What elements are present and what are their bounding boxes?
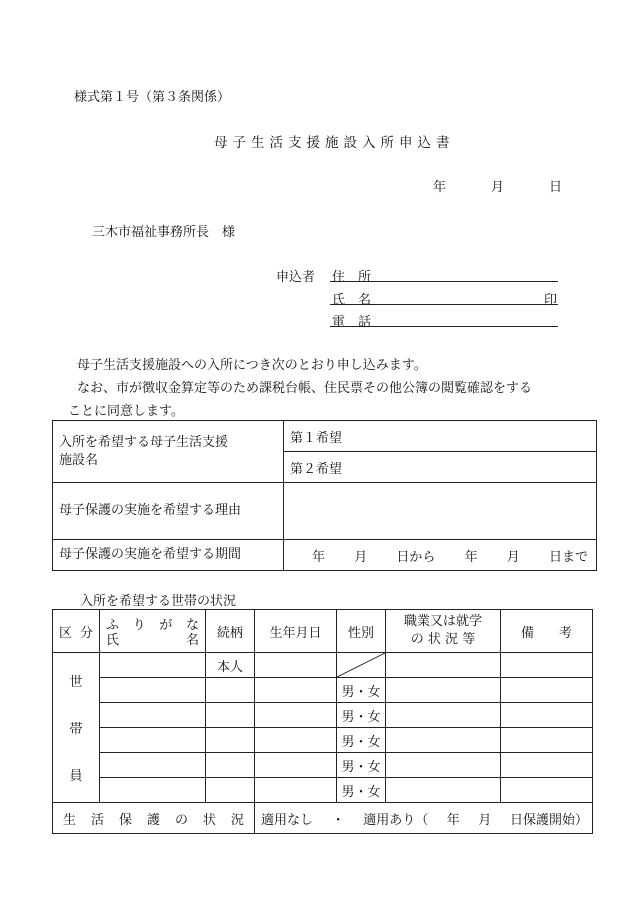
remarks-cell[interactable]	[501, 703, 593, 728]
choice-2-cell[interactable]	[284, 452, 597, 483]
header-kubun-char1: 区	[59, 625, 73, 641]
relation-cell[interactable]	[206, 678, 255, 703]
period-month-start: 月	[354, 549, 368, 565]
job-cell[interactable]	[386, 728, 501, 753]
header-furigana-3: が	[159, 618, 173, 633]
name-cell[interactable]	[100, 778, 206, 803]
welfare-none-option[interactable]: 適用なし	[261, 812, 314, 828]
birth-cell[interactable]	[255, 653, 337, 678]
diagonal-slash-icon	[337, 653, 385, 677]
remarks-cell[interactable]	[501, 778, 593, 803]
name-cell[interactable]	[100, 703, 206, 728]
members-char-3: 員	[69, 768, 83, 784]
period-label: 母子保護の実施を希望する期間	[59, 547, 242, 562]
body-line-2: なお、市が徴収金算定等のため課税台帳、住民票その他公簿の閲覧確認をする	[77, 381, 533, 396]
header-name	[100, 610, 206, 653]
facility-label-line1: 入所を希望する母子生活支援	[59, 434, 229, 450]
header-shimei-2: 名	[185, 633, 199, 648]
header-furigana-4: な	[185, 618, 199, 633]
welfare-label-char4: 護	[146, 812, 160, 828]
gender-option[interactable]: 男・女	[337, 703, 386, 728]
welfare-separator: ・	[331, 812, 345, 828]
relation-cell[interactable]	[206, 778, 255, 803]
header-gender: 性別	[337, 610, 386, 653]
welfare-label-cell	[53, 803, 255, 834]
household-table	[52, 609, 593, 834]
header-remarks-char2: 考	[558, 625, 572, 641]
addressee: 三木市福祉事務所長 様	[92, 225, 236, 240]
choice-2-label: 第２希望	[290, 461, 343, 477]
table-row	[53, 653, 593, 678]
body-line-3: ことに同意します。	[68, 404, 184, 419]
relation-cell[interactable]	[206, 728, 255, 753]
welfare-start: 日保護開始）	[509, 812, 588, 828]
welfare-label-char5: の	[174, 812, 188, 828]
choice-1-cell[interactable]	[284, 421, 597, 452]
remarks-cell[interactable]	[501, 678, 593, 703]
header-job	[386, 610, 501, 653]
name-cell[interactable]	[100, 728, 206, 753]
choice-1-label: 第１希望	[290, 430, 343, 446]
document-title: 母子生活支援施設入所申込書	[214, 135, 455, 151]
table-row	[53, 703, 593, 728]
job-cell[interactable]	[386, 753, 501, 778]
relation-cell[interactable]	[206, 703, 255, 728]
name-cell[interactable]	[100, 653, 206, 678]
birth-cell[interactable]	[255, 753, 337, 778]
members-char-1: 世	[69, 675, 83, 691]
header-furigana-2: り	[132, 618, 146, 633]
table-row	[53, 728, 593, 753]
welfare-label-char1: 生	[63, 812, 77, 828]
welfare-label-char3: 保	[118, 812, 132, 828]
household-caption: 入所を希望する世帯の状況	[80, 594, 237, 609]
name-label: 氏 名	[332, 293, 372, 308]
job-cell[interactable]	[386, 703, 501, 728]
birth-cell[interactable]	[255, 678, 337, 703]
date-day: 日	[549, 180, 563, 195]
job-cell[interactable]	[386, 778, 501, 803]
remarks-cell[interactable]	[501, 753, 593, 778]
header-job-line1: 職業又は就学	[403, 614, 482, 629]
phone-line[interactable]	[330, 326, 558, 327]
header-shimei-1: 氏	[106, 633, 120, 648]
gender-option[interactable]: 男・女	[337, 753, 386, 778]
members-char-2: 帯	[69, 721, 83, 737]
period-day-start: 日から	[396, 549, 436, 565]
facility-label-cell	[53, 421, 284, 483]
table-row	[53, 778, 593, 803]
body-line-1: 母子生活支援施設への入所につき次のとおり申し込みます。	[77, 358, 427, 373]
header-kubun-char2: 分	[79, 625, 93, 641]
welfare-label-char7: 況	[230, 812, 244, 828]
name-line[interactable]	[330, 304, 558, 305]
application-table	[52, 420, 597, 571]
table-row	[53, 678, 593, 703]
header-remarks	[501, 610, 593, 653]
welfare-status-cell[interactable]	[255, 803, 593, 834]
header-relation: 続柄	[206, 610, 255, 653]
name-cell[interactable]	[100, 678, 206, 703]
form-number: 様式第１号（第３条関係）	[74, 90, 231, 105]
date-year: 年	[433, 180, 447, 195]
header-remarks-char1: 備	[521, 625, 535, 641]
period-month-end: 月	[506, 549, 520, 565]
reason-input-cell[interactable]	[284, 483, 597, 540]
relation-self: 本人	[206, 653, 255, 678]
welfare-applied-option[interactable]: 適用あり（	[363, 812, 429, 828]
date-month: 月	[491, 180, 505, 195]
welfare-year: 年	[446, 812, 460, 828]
welfare-label-char6: 状	[202, 812, 216, 828]
reason-label: 母子保護の実施を希望する理由	[59, 503, 242, 518]
gender-option[interactable]: 男・女	[337, 778, 386, 803]
period-year-start: 年	[312, 549, 326, 565]
birth-cell[interactable]	[255, 778, 337, 803]
remarks-cell[interactable]	[501, 653, 593, 678]
welfare-month: 月	[478, 812, 492, 828]
address-line[interactable]	[330, 281, 558, 282]
relation-cell[interactable]	[206, 753, 255, 778]
seal-mark: 印	[544, 293, 558, 308]
gender-option[interactable]: 男・女	[337, 678, 386, 703]
address-label: 住 所	[332, 270, 372, 285]
period-label-cell	[53, 540, 284, 571]
phone-label: 電 話	[332, 315, 372, 330]
header-job-line2: の 状 況 等	[410, 632, 476, 647]
table-row	[53, 753, 593, 778]
applicant-label: 申込者	[276, 270, 316, 285]
job-cell[interactable]	[386, 678, 501, 703]
name-cell[interactable]	[100, 753, 206, 778]
period-input-cell[interactable]	[284, 540, 597, 571]
facility-label-line2: 施設名	[59, 452, 99, 468]
reason-label-cell	[53, 483, 284, 540]
gender-slash-cell	[337, 653, 386, 678]
members-label-cell	[53, 653, 100, 803]
header-birth: 生年月日	[255, 610, 337, 653]
job-cell[interactable]	[386, 653, 501, 678]
header-kubun	[53, 610, 100, 653]
welfare-label-char2: 活	[90, 812, 104, 828]
gender-option[interactable]: 男・女	[337, 728, 386, 753]
period-year-end: 年	[464, 549, 478, 565]
birth-cell[interactable]	[255, 703, 337, 728]
birth-cell[interactable]	[255, 728, 337, 753]
period-day-end: 日まで	[548, 549, 588, 565]
remarks-cell[interactable]	[501, 728, 593, 753]
header-furigana-1: ふ	[106, 618, 120, 633]
